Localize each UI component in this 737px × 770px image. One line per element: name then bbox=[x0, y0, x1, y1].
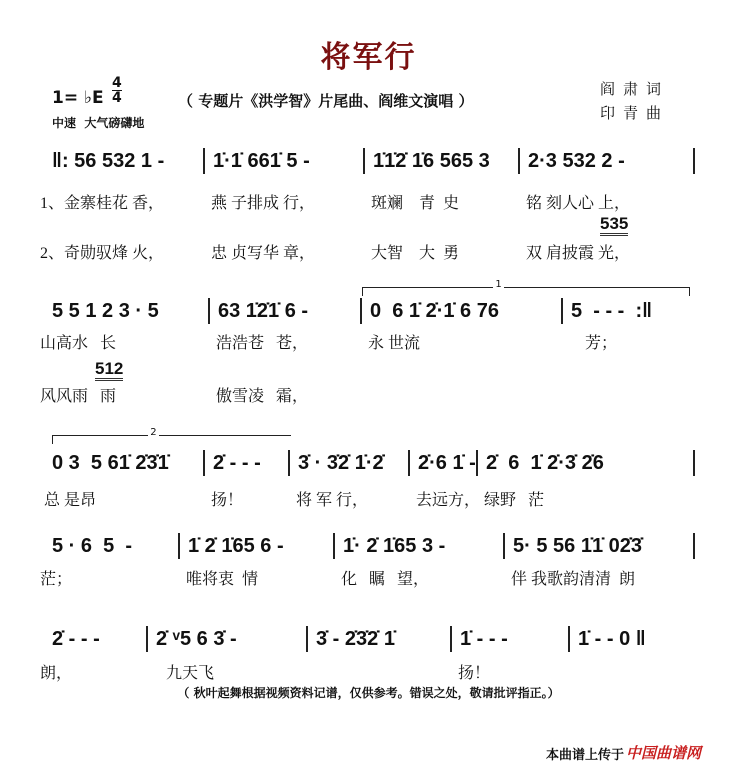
site-logo: 中国曲谱网 bbox=[626, 744, 702, 762]
measure: 0 6 1̇ 2̇·1̇ 6 76 bbox=[370, 300, 499, 322]
measure: 1̇ 2̇ 1̇65 6 - bbox=[188, 535, 284, 557]
lyric-lyrics1: 总 是昂 bbox=[40, 492, 97, 509]
subtitle: （ 专题片《洪学智》片尾曲、阎维文演唱 ） bbox=[178, 92, 474, 110]
barline bbox=[693, 533, 695, 559]
measure: 1̇· 2̇ 1̇65 3 - bbox=[343, 535, 446, 557]
lyricist: 阎肃词 bbox=[600, 80, 670, 98]
notes-row bbox=[0, 452, 737, 478]
volta-number: 1 bbox=[495, 279, 502, 290]
lyric-lyrics1: 1、金寨桂花 香， bbox=[40, 195, 165, 212]
barline bbox=[203, 148, 205, 174]
time-top: 4 bbox=[112, 75, 122, 91]
measure: 5 · 6 5 - bbox=[52, 535, 133, 557]
barline bbox=[503, 533, 505, 559]
lyric-lyrics1: 芳； bbox=[569, 335, 618, 352]
barline bbox=[476, 450, 478, 476]
notes-row bbox=[0, 535, 737, 561]
lyric-lyrics1: 扬！ bbox=[458, 665, 491, 682]
barline bbox=[288, 450, 290, 476]
notes-row bbox=[0, 300, 737, 326]
lyric-lyrics1: 斑斓 青 史 bbox=[371, 195, 460, 212]
barline bbox=[363, 148, 365, 174]
measure: 1̇1̇2̇ 1̇6 565 3 bbox=[373, 150, 490, 172]
measure: 2̇ 6 1̇ 2̇·3̇ 2̇6 bbox=[486, 452, 604, 474]
measure: 3̇ · 3̇2̇ 1̇·2̇ bbox=[298, 452, 384, 474]
time-signature bbox=[112, 76, 122, 105]
barline bbox=[306, 626, 308, 652]
measure: 2·3 532 2 - bbox=[528, 150, 625, 172]
measure: 2̇ ᵛ5 6 3̇ - bbox=[156, 628, 237, 650]
barline bbox=[561, 298, 563, 324]
barline bbox=[568, 626, 570, 652]
lyric-lyrics1: 绿野 茫 bbox=[484, 492, 545, 509]
measure: 1̇ - - 0 ‖ bbox=[578, 628, 646, 650]
lyric-lyrics2: 傲雪凌 霜， bbox=[216, 388, 309, 405]
lyric-lyrics2: 双 肩披霞 光， bbox=[526, 245, 631, 262]
variant-notes: 535 bbox=[600, 215, 628, 236]
measure: 63 1̇2̇1̇ 6 - bbox=[218, 300, 309, 322]
lyric-lyrics1: 浩浩苍 苍， bbox=[216, 335, 309, 352]
measure: 2̇ - - - bbox=[213, 452, 261, 474]
measure: ‖: 56 532 1 - bbox=[52, 150, 165, 172]
barline bbox=[208, 298, 210, 324]
lyric-lyrics1: 将 军 行， bbox=[296, 492, 369, 509]
lyric-lyrics2: 忠 贞写华 章， bbox=[211, 245, 316, 262]
lyric-lyrics2: 大智 大 勇 bbox=[371, 245, 460, 262]
measure: 1̇·1̇ 661̇ 5 - bbox=[213, 150, 310, 172]
tempo-marking: 中速 大气磅礴地 bbox=[52, 116, 145, 130]
footnote: （ 秋叶起舞根据视频资料记谱，仅供参考。错误之处，敬请批评指正。） bbox=[177, 686, 560, 700]
song-title: 将军行 bbox=[320, 40, 417, 75]
barline bbox=[408, 450, 410, 476]
barline bbox=[360, 298, 362, 324]
barline bbox=[146, 626, 148, 652]
lyric-lyrics1: 朗， bbox=[40, 665, 73, 682]
measure: 3̇ - 2̇3̇2̇ 1̇ bbox=[316, 628, 395, 650]
barline bbox=[178, 533, 180, 559]
measure: 5 - - - :‖ bbox=[571, 300, 653, 322]
volta-number: 2 bbox=[150, 427, 157, 438]
lyric-lyrics2: 2、奇勋驭烽 火， bbox=[40, 245, 165, 262]
key-signature: 1= ♭E bbox=[52, 88, 104, 108]
upload-text: 本曲谱上传于 bbox=[546, 748, 625, 763]
barline bbox=[693, 450, 695, 476]
measure: 5· 5 56 1̇1̇ 02̇3̇ bbox=[513, 535, 642, 557]
time-bottom: 4 bbox=[112, 90, 122, 106]
measure: 5 5 1 2 3 · 5 bbox=[52, 300, 159, 322]
lyric-lyrics1: 燕 子排成 行， bbox=[211, 195, 316, 212]
notes-row bbox=[0, 150, 737, 176]
lyric-lyrics1: 伴 我歌韵清清 朗 bbox=[511, 571, 636, 588]
lyric-lyrics1: 山高水 长 bbox=[40, 335, 117, 352]
composer: 印青曲 bbox=[600, 104, 670, 122]
lyric-lyrics1: 唯将衷 情 bbox=[186, 571, 259, 588]
notes-row bbox=[0, 628, 737, 654]
lyric-lyrics1: 永 世流 bbox=[368, 335, 421, 352]
lyric-lyrics1: 去远方， bbox=[416, 492, 481, 509]
barline bbox=[203, 450, 205, 476]
barline bbox=[333, 533, 335, 559]
lyric-lyrics1: 扬！ bbox=[211, 492, 244, 509]
measure: 1̇ - - - bbox=[460, 628, 508, 650]
lyric-lyrics1: 茫； bbox=[40, 571, 73, 588]
volta-bracket bbox=[52, 427, 291, 444]
measure: 2̇ - - - bbox=[52, 628, 100, 650]
lyric-lyrics1: 化 瞩 望， bbox=[341, 571, 430, 588]
barline bbox=[518, 148, 520, 174]
measure: 2̇·6 1̇ - bbox=[418, 452, 476, 474]
lyric-lyrics1: 铭 刻人心 上， bbox=[526, 195, 631, 212]
variant-notes: 512 bbox=[95, 360, 123, 381]
barline bbox=[693, 148, 695, 174]
measure: 0 3 5 61̇ 2̇3̇1̇ bbox=[52, 452, 169, 474]
lyric-lyrics2: 风风雨 雨 bbox=[40, 388, 117, 405]
lyric-lyrics1: 九天飞 bbox=[154, 665, 215, 682]
barline bbox=[450, 626, 452, 652]
volta-bracket bbox=[362, 279, 690, 296]
